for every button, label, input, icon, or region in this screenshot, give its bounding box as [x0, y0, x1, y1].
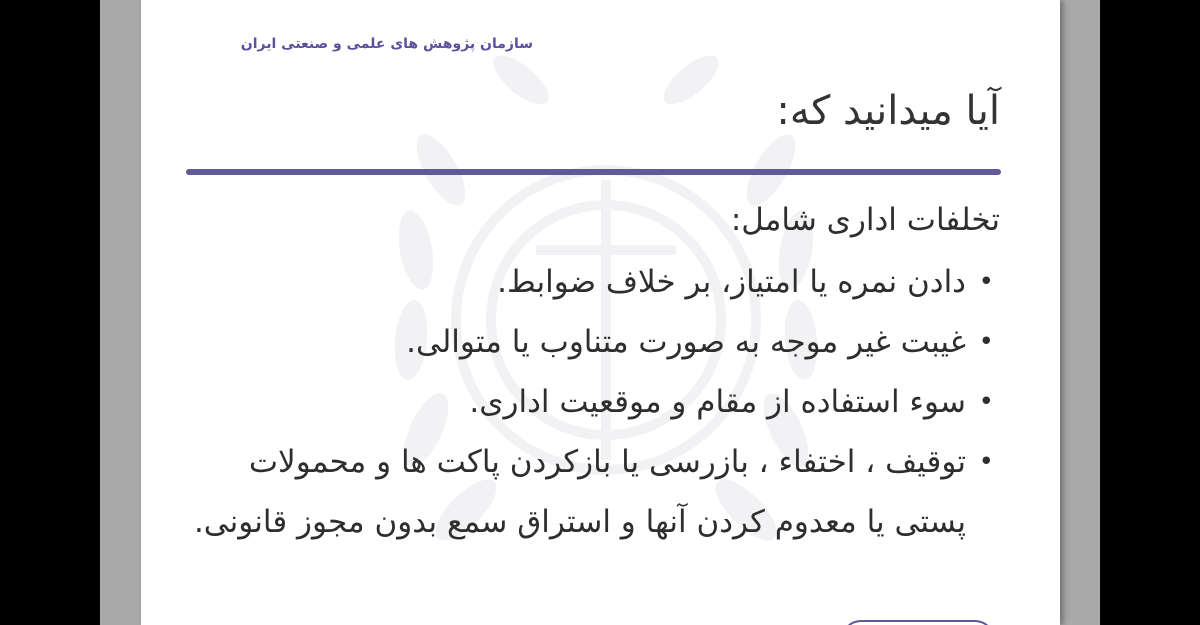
slide-content: [186, 196, 1000, 552]
title-divider: [186, 169, 1001, 175]
bullet-icon: •: [978, 447, 994, 477]
list-item-text: سوء استفاده از مقام و موقعیت اداری.: [469, 384, 966, 420]
list-item: [186, 372, 1000, 432]
slide-subtitle: تخلفات اداری شامل:: [730, 202, 1000, 238]
list-item: [186, 432, 1000, 552]
list-item: [186, 252, 1000, 312]
bullet-icon: •: [978, 387, 994, 417]
list-item-text: دادن نمره یا امتیاز، بر خلاف ضوابط.: [497, 264, 966, 300]
organization-name: سازمان پژوهش های علمی و صنعتی ایران: [240, 36, 533, 52]
list-item: [186, 312, 1000, 372]
slide-page: [141, 0, 1060, 625]
bullet-icon: •: [978, 267, 994, 297]
violations-list: [186, 252, 1000, 552]
list-item-text: توقیف ، اختفاء ، بازرسی یا بازکردن پاکت ها و محمولات پستی یا معدوم کردن آنها و استراق سمع بدون مجوز قانونی.: [193, 444, 966, 540]
slide-title: آیا میدانید که:: [776, 88, 1000, 134]
list-item-text: غیبت غیر موجه به صورت متناوب یا متوالی.: [406, 324, 966, 360]
next-button-edge[interactable]: [841, 620, 995, 625]
bullet-icon: •: [978, 327, 994, 357]
